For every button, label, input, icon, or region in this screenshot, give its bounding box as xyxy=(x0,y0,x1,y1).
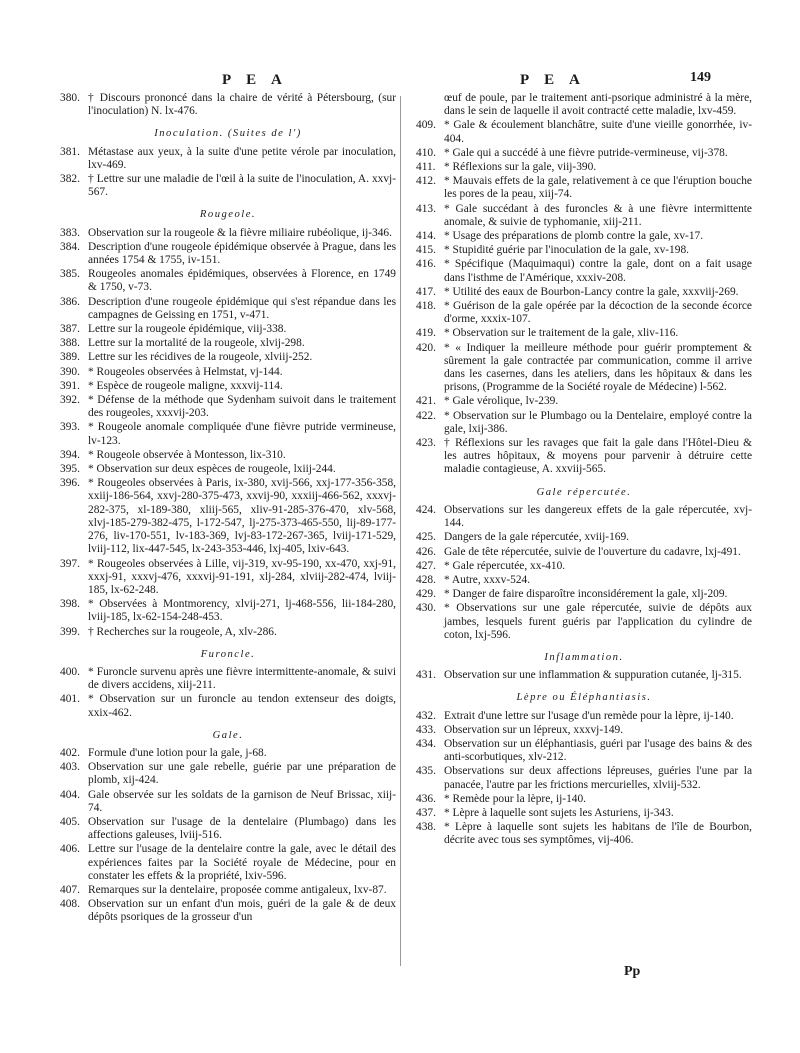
entry-text: Extrait d'une lettre sur l'usage d'un remède pour la lèpre, ij-140. xyxy=(444,709,734,722)
column-divider xyxy=(400,96,401,966)
index-entry xyxy=(60,421,396,447)
index-entry xyxy=(60,477,396,556)
entry-text: * Rougeole observée à Montesson, lix-310. xyxy=(88,448,286,461)
entry-text: * Lèpre à laquelle sont sujets les habitans de l'île de Bourbon, décrite avec tous ses symptômes, vij-406. xyxy=(444,821,752,847)
entry-text: * Rougeole anomale compliquée d'une fièvre putride vermineuse, lv-123. xyxy=(88,421,396,447)
entry-number: 405. xyxy=(60,815,80,828)
index-entry xyxy=(60,227,396,240)
section-heading: Inoculation. (Suites de l') xyxy=(154,128,302,140)
entry-number: 434. xyxy=(416,737,436,750)
entry-number: 382. xyxy=(60,173,80,186)
index-entry xyxy=(416,602,752,642)
index-entry xyxy=(60,241,396,267)
entry-text: Description d'une rougeole épidémique qui s'est répandue dans les campagnes de Geissing en 1751, v-471. xyxy=(88,295,396,321)
entry-number: 397. xyxy=(60,557,80,570)
index-entry xyxy=(416,738,752,764)
entry-text: Observation sur l'usage de la dentelaire (Plumbago) dans les affections galeuses, lviij-516. xyxy=(88,815,396,842)
section-heading: Gale répercutée. xyxy=(536,486,632,498)
index-entry xyxy=(416,437,752,477)
entry-text: Lettre sur la mortalité de la rougeole, xlvij-298. xyxy=(88,337,305,350)
index-entry xyxy=(60,666,396,692)
entry-number: 398. xyxy=(60,598,80,611)
index-entry xyxy=(60,146,396,172)
index-entry xyxy=(60,92,396,118)
entry-text: * Lèpre à laquelle sont sujets les Asturiens, ij-343. xyxy=(444,806,674,819)
index-entry xyxy=(416,669,752,682)
index-entry xyxy=(416,203,752,229)
index-entry xyxy=(60,449,396,462)
entry-number: 427. xyxy=(416,559,436,572)
entry-text: * Gale & écoulement blanchâtre, suite d'une vieille gonorrhée, iv-404. xyxy=(444,119,752,145)
entry-number: 402. xyxy=(60,746,80,759)
entry-number: 409. xyxy=(416,119,436,132)
entry-text: * Observation sur le traitement de la gale, xliv-116. xyxy=(444,327,679,340)
index-entry xyxy=(60,626,396,639)
entry-text: * Mauvais effets de la gale, relativement à ce que l'éruption bouche les pores de la peau, xiij-74. xyxy=(444,175,752,201)
entry-number: 432. xyxy=(416,709,436,722)
index-entry xyxy=(416,327,752,340)
index-entry xyxy=(416,119,752,145)
entry-text: * Remède pour la lèpre, ij-140. xyxy=(444,792,587,805)
index-entry xyxy=(60,337,396,350)
index-entry xyxy=(416,765,752,791)
entry-number: 419. xyxy=(416,327,436,340)
entry-number: 408. xyxy=(60,898,80,911)
entry-number: 428. xyxy=(416,573,436,586)
index-entry xyxy=(416,300,752,326)
index-entry xyxy=(60,898,396,924)
entry-number: 410. xyxy=(416,146,436,159)
entry-text: Observations sur deux affections lépreuses, guéries l'une par la panacée, l'autre par les frictions mercurielles, xlviij-532. xyxy=(444,765,752,791)
entry-text: * Rougeoles observées à Helmstat, vj-144. xyxy=(88,365,283,378)
entry-text: Observation sur un enfant d'un mois, guéri de la gale & de deux dépôts psoriques de la grosseur d'un xyxy=(88,898,396,924)
index-entry xyxy=(416,258,752,284)
entry-number: 392. xyxy=(60,394,80,407)
index-entry xyxy=(416,504,752,530)
entry-text: † Discours prononcé dans la chaire de vérité à Pétersbourg, (sur l'inoculation) N. lx-476. xyxy=(88,92,396,118)
entry-number: 399. xyxy=(60,625,80,638)
index-entry xyxy=(416,161,752,174)
entry-number: 380. xyxy=(60,92,80,104)
entry-number: 381. xyxy=(60,145,80,158)
entry-number: 435. xyxy=(416,765,436,778)
entry-text: * Utilité des eaux de Bourbon-Lancy contre la gale, xxxviij-269. xyxy=(444,285,739,298)
entry-number: 391. xyxy=(60,379,80,392)
entry-text: Gale de tête répercutée, suivie de l'ouverture du cadavre, lxj-491. xyxy=(444,545,741,558)
entry-number: 390. xyxy=(60,365,80,378)
entry-number: 396. xyxy=(60,477,80,490)
entry-number: 415. xyxy=(416,244,436,257)
entry-text: * Observation sur deux espèces de rougeole, lxiij-244. xyxy=(88,463,336,476)
entry-text: * Rougeoles observées à Lille, vij-319, xv-95-190, xx-470, xxj-91, xxxj-91, xxxvj-476, xxxvij-91-191, xlj-284, xlviij-282-474, lviij-185, lx-62-248. xyxy=(88,557,396,596)
index-entry xyxy=(60,268,396,294)
entry-text: Observation sur la rougeole & la fièvre miliaire rubéolique, ij-346. xyxy=(88,226,392,239)
entry-text: œuf de poule, par le traitement anti-psorique administré à la mère, dans le sein de laquelle il avoit contracté cette maladie, lxv-459. xyxy=(444,92,752,118)
entry-number: 406. xyxy=(60,843,80,856)
entry-number: 387. xyxy=(60,323,80,336)
entry-number: 431. xyxy=(416,669,436,682)
entry-text: * Défense de la méthode que Sydenham suivoit dans le traitement des rougeoles, xxxvij-203. xyxy=(88,394,396,420)
entry-text: Formule d'une lotion pour la gale, j-68. xyxy=(88,746,267,759)
entry-text: Observation sur une gale rebelle, guérie par une préparation de plomb, xij-424. xyxy=(88,761,396,787)
entry-number: 423. xyxy=(416,437,436,450)
entry-number: 425. xyxy=(416,531,436,544)
entry-text: * Gale qui a succédé à une fièvre putride-vermineuse, vij-378. xyxy=(444,146,728,159)
index-entry xyxy=(60,693,396,719)
entry-number: 413. xyxy=(416,202,436,215)
entry-text: Remarques sur la dentelaire, proposée comme antigaleux, lxv-87. xyxy=(88,883,387,896)
index-entry xyxy=(416,342,752,395)
entry-text: † Recherches sur la rougeole, A, xlv-286. xyxy=(88,625,277,638)
entry-text: * Gale succédant à des furoncles & à une fièvre intermittente anomale, & suivie de typhomanie, xiij-211. xyxy=(444,202,752,228)
entry-text: Métastase aux yeux, à la suite d'une petite vérole par inoculation, lxv-469. xyxy=(88,145,396,171)
index-entry xyxy=(60,394,396,420)
entry-text: Observation sur une inflammation & suppuration cutanée, lj-315. xyxy=(444,669,742,682)
entry-number: 385. xyxy=(60,268,80,281)
entry-number: 383. xyxy=(60,226,80,239)
index-entry xyxy=(416,410,752,436)
index-entry xyxy=(416,230,752,243)
entry-number: 418. xyxy=(416,300,436,313)
entry-number: 433. xyxy=(416,723,436,736)
index-entry xyxy=(416,175,752,201)
index-entry xyxy=(60,323,396,336)
entry-number: 389. xyxy=(60,351,80,364)
index-entry xyxy=(60,884,396,897)
page-number: 149 xyxy=(690,70,711,85)
entry-text: * Observation sur un furoncle au tendon extenseur des doigts, xxix-462. xyxy=(88,693,396,719)
entry-text: * Observations sur une gale répercutée, suivie de dépôts aux jambes, lesquels furent guéris par l'application du cylindre de coton, lxj-596. xyxy=(444,602,752,641)
entry-text: Description d'une rougeole épidémique observée à Prague, dans les années 1754 & 1755, iv-151. xyxy=(88,240,396,267)
entry-number: 424. xyxy=(416,503,436,516)
section-heading: Rougeole. xyxy=(199,209,257,221)
entry-text: Lettre sur la rougeole épidémique, viij-338. xyxy=(88,323,287,336)
entry-number: 438. xyxy=(416,821,436,834)
entry-text: * Guérison de la gale opérée par la décoction de la seconde écorce d'orme, xxxix-107. xyxy=(444,300,752,326)
index-entry xyxy=(60,173,396,199)
entry-number: 436. xyxy=(416,792,436,805)
entry-text: * Gale répercutée, xx-410. xyxy=(444,559,566,572)
index-entry xyxy=(60,366,396,379)
index-entry xyxy=(416,244,752,257)
index-entry xyxy=(416,821,752,847)
entry-text: * Furoncle survenu après une fièvre intermittente-anomale, & suivi de divers accidens, xiij-211. xyxy=(88,665,396,692)
entry-text: * Danger de faire disparoître inconsidérement la gale, xlj-209. xyxy=(444,588,728,601)
section-heading: Furoncle. xyxy=(200,648,256,660)
index-entry xyxy=(60,296,396,322)
entry-text: Gale observée sur les soldats de la garnison de Neuf Brissac, xiij-74. xyxy=(88,788,396,814)
index-entry xyxy=(60,843,396,883)
index-entry xyxy=(416,793,752,806)
index-entry xyxy=(416,807,752,820)
right-column xyxy=(416,92,752,849)
section-heading: Inflammation. xyxy=(544,651,624,663)
index-entry xyxy=(60,351,396,364)
entry-number: 414. xyxy=(416,230,436,243)
entry-number: 416. xyxy=(416,258,436,271)
entry-number: 400. xyxy=(60,665,80,678)
entry-number: 401. xyxy=(60,693,80,706)
index-entry xyxy=(416,395,752,408)
index-entry xyxy=(60,761,396,787)
entry-text: Observations sur les dangereux effets de la gale répercutée, xvj-144. xyxy=(444,503,752,530)
section-heading: Gale. xyxy=(212,729,244,741)
index-entry xyxy=(416,531,752,544)
entry-number: 411. xyxy=(416,161,436,174)
entry-number: 426. xyxy=(416,545,436,558)
entry-number: 437. xyxy=(416,806,436,819)
index-entry xyxy=(416,92,752,118)
entry-text: * Observation sur le Plumbago ou la Dentelaire, employé contre la gale, lxij-386. xyxy=(444,409,752,435)
entry-text: * Autre, xxxv-524. xyxy=(444,573,531,586)
entry-number: 420. xyxy=(416,341,436,354)
index-entry xyxy=(60,816,396,842)
entry-text: * Rougeoles observées à Paris, ix-380, xvij-566, xxj-177-356-358, xxiij-186-564, xxvj-280-375-473, xxvij-90, xxxiij-466-562, xxxvj-282-375, xl-189-380, xliij-565, xliv-91-285-376-470, xlv-568, xlvj-185-279-382-475, l-172-547, lj-275-373-465-550, lij-89-177-276, liv-170-551, lv-183-369, lvj-83-172-267-365, lviij-171-529, lviij-112, lix-447-545, lx-243-353-446, lxj-405, lxiv-643. xyxy=(88,477,396,556)
entry-number: 417. xyxy=(416,285,436,298)
entry-text: * « Indiquer la meilleure méthode pour guérir promptement & sûrement la gale contractée par communication, comme il arrive dans les casernes, dans les ateliers, dans les hôpitaux & dans les prisons, (Programme de la Société royale de Médecine) l-562. xyxy=(444,341,752,394)
index-entry xyxy=(60,747,396,760)
index-entry xyxy=(60,789,396,815)
entry-number: 388. xyxy=(60,337,80,350)
entry-number: 412. xyxy=(416,175,436,188)
entry-number: 386. xyxy=(60,295,80,308)
entry-text: Lettre sur les récidives de la rougeole, xlviij-252. xyxy=(88,351,313,364)
index-entry xyxy=(416,286,752,299)
entry-text: * Observées à Montmorency, xlvij-271, lj-468-556, lii-184-280, lviij-185, lx-62-154-248-453. xyxy=(88,598,396,624)
entry-number: 421. xyxy=(416,395,436,408)
entry-text: Rougeoles anomales épidémiques, observées à Florence, en 1749 & 1750, v-73. xyxy=(88,268,396,294)
entry-text: Observation sur un lépreux, xxxvj-149. xyxy=(444,723,624,736)
entry-number: 394. xyxy=(60,448,80,461)
section-heading: Lèpre ou Éléphantiasis. xyxy=(516,692,652,704)
left-column xyxy=(60,92,396,926)
entry-text: † Lettre sur une maladie de l'œil à la suite de l'inoculation, A. xxvj-567. xyxy=(88,173,396,199)
index-entry xyxy=(416,724,752,737)
entry-number: 422. xyxy=(416,409,436,422)
index-entry xyxy=(416,710,752,723)
entry-number: 403. xyxy=(60,761,80,774)
entry-text: Observation sur un éléphantiasis, guéri par l'usage des bains & des anti-scorbutiques, xlv-212. xyxy=(444,737,752,764)
entry-number: 384. xyxy=(60,240,80,253)
entry-text: Lettre sur l'usage de la dentelaire contre la gale, avec le détail des expériences faites par la Société royale de Médecine, pour en constater les effets & la propriété, lxiv-596. xyxy=(88,843,396,882)
index-entry xyxy=(416,588,752,601)
index-entry xyxy=(416,147,752,160)
entry-number: 395. xyxy=(60,463,80,476)
entry-text: Dangers de la gale répercutée, xviij-169. xyxy=(444,531,630,544)
index-entry xyxy=(416,574,752,587)
index-entry xyxy=(60,598,396,624)
index-entry xyxy=(60,380,396,393)
entry-number: 404. xyxy=(60,788,80,801)
index-entry xyxy=(416,560,752,573)
index-entry xyxy=(60,463,396,476)
entry-number: 430. xyxy=(416,602,436,615)
entry-text: * Gale vérolique, lv-239. xyxy=(444,395,559,408)
entry-text: † Réflexions sur les ravages que fait la gale dans l'Hôtel-Dieu & les autres hôpitaux, & moyens pour parvenir à détruire cette maladie contagieuse, A. xxviij-565. xyxy=(444,437,752,476)
index-entry xyxy=(60,558,396,598)
entry-text: * Stupidité guérie par l'inoculation de la gale, xv-198. xyxy=(444,244,689,257)
entry-number: 429. xyxy=(416,588,436,601)
running-head-left: P E A xyxy=(222,72,288,88)
entry-text: * Spécifique (Maquimaqui) contre la gale, dont on a fait usage dans l'isthme de l'Amérique, xxxiv-208. xyxy=(444,258,752,284)
running-head-right: P E A xyxy=(520,72,586,88)
catchword: Pp xyxy=(624,964,641,979)
entry-text: * Usage des préparations de plomb contre la gale, xv-17. xyxy=(444,230,704,243)
entry-number: 393. xyxy=(60,421,80,434)
entry-text: * Réflexions sur la gale, viij-390. xyxy=(444,161,597,174)
entry-number: 407. xyxy=(60,883,80,896)
entry-text: * Espèce de rougeole maligne, xxxvij-114. xyxy=(88,379,283,392)
index-entry xyxy=(416,546,752,559)
